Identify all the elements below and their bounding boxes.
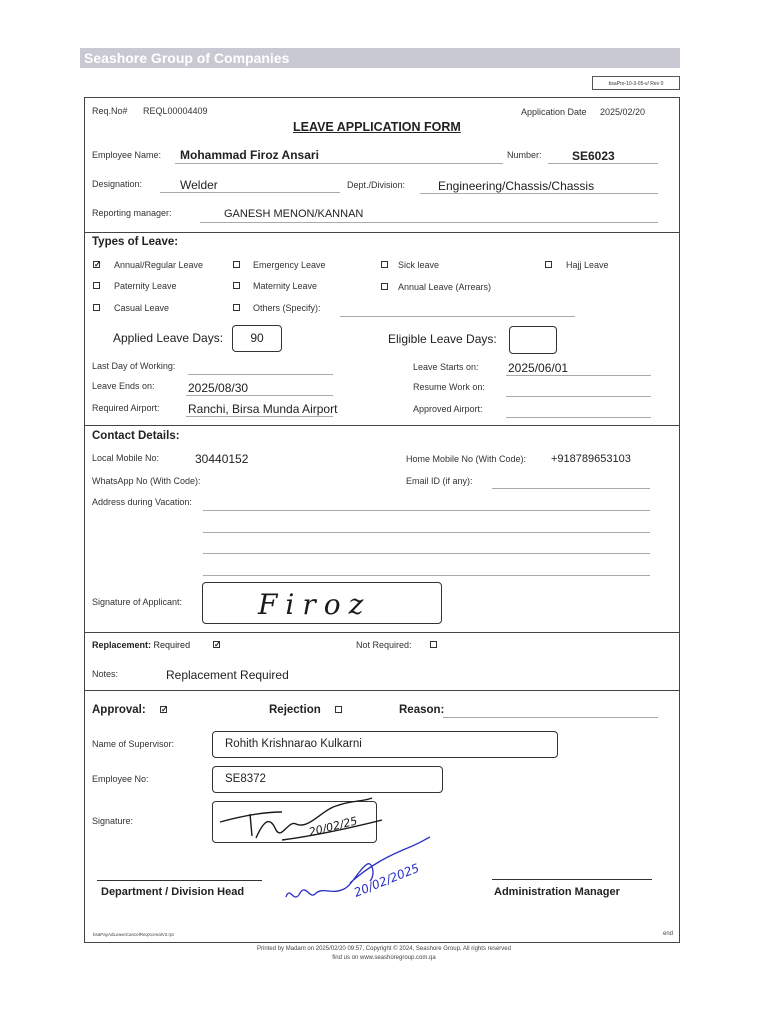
replacement-title: Replacement: [92, 640, 152, 650]
leave-ends-value: 2025/08/30 [188, 381, 249, 395]
number-value: SE6023 [572, 149, 615, 163]
manager-line [200, 222, 658, 223]
supervisor-label: Name of Supervisor: [92, 739, 175, 749]
blue-signature-date: 20/02/2025 [351, 860, 422, 900]
supervisor-signature-label: Signature: [92, 816, 134, 826]
dept-head-line [97, 880, 262, 881]
employee-no-label: Employee No: [92, 774, 149, 784]
admin-manager-line [492, 879, 652, 880]
dept-line [420, 193, 658, 194]
application-date-label: Application Date [521, 107, 587, 117]
req-label: Req.No# [92, 106, 128, 116]
dept-label: Dept./Division: [347, 180, 406, 190]
blue-signature [280, 835, 440, 915]
employee-name-value: Mohammad Firoz Ansari [180, 148, 319, 162]
req-value: REQL00004409 [143, 106, 208, 116]
divider-leave [84, 425, 680, 426]
annual-leave-label: Annual/Regular Leave [114, 260, 204, 270]
home-mobile-value: +918789653103 [551, 453, 631, 465]
employee-name-label: Employee Name: [92, 150, 162, 160]
arrears-leave-checkbox[interactable] [381, 283, 388, 290]
replacement-required-checkbox[interactable]: ✓ [214, 640, 221, 649]
replacement-label [92, 640, 190, 650]
others-leave-checkbox[interactable] [233, 304, 240, 311]
applicant-signature [203, 583, 443, 625]
sick-leave-label: Sick leave [398, 260, 440, 270]
form-code: bsaPro-10-3-05-v/ Rev 0 [592, 76, 680, 90]
resume-work-line [506, 396, 651, 397]
leave-starts-value: 2025/06/01 [508, 361, 569, 375]
number-line [548, 163, 658, 164]
address-line-3 [203, 553, 650, 554]
approved-airport-line [506, 417, 651, 418]
applicant-signature-box[interactable] [202, 582, 442, 624]
address-line-4 [203, 575, 650, 576]
contact-details-heading: Contact Details: [92, 430, 180, 442]
emergency-leave-label: Emergency Leave [253, 260, 326, 270]
email-label: Email ID (if any): [406, 476, 473, 486]
replacement-required-label: Required [153, 640, 191, 650]
home-mobile-label: Home Mobile No (With Code): [406, 454, 527, 464]
divider-contact [84, 632, 680, 633]
leave-ends-line [186, 395, 333, 396]
hajj-leave-label: Hajj Leave [566, 260, 609, 270]
printed-line: Printed by Madam on 2025/02/20 09:57, Copyright © 2024, Seashore Group, All rights reserved [257, 946, 511, 952]
file-reference: bsaPayAdLeaveCancelReqXcenalV2.rpt [93, 932, 174, 937]
manager-value: GANESH MENON/KANNAN [224, 208, 364, 220]
applicant-signature-text: Firoz [258, 588, 372, 621]
number-label: Number: [507, 150, 542, 160]
not-required-checkbox[interactable] [430, 641, 437, 648]
divider-replacement [84, 690, 680, 691]
paternity-leave-checkbox[interactable] [93, 282, 100, 289]
local-mobile-value: 30440152 [195, 452, 249, 466]
designation-label: Designation: [92, 179, 143, 189]
dept-value: Engineering/Chassis/Chassis [438, 179, 595, 193]
rejection-checkbox[interactable] [335, 706, 342, 713]
supervisor-signature-date: 20/02/25 [307, 814, 359, 839]
airport-label: Required Airport: [92, 403, 160, 413]
employee-no-value[interactable]: SE8372 [212, 766, 443, 793]
arrears-leave-label: Annual Leave (Arrears) [398, 282, 492, 292]
applicant-signature-label: Signature of Applicant: [92, 597, 183, 607]
manager-label: Reporting manager: [92, 208, 172, 218]
divider-employee [84, 232, 680, 233]
paternity-leave-label: Paternity Leave [114, 281, 177, 291]
last-day-line [188, 374, 333, 375]
reason-line [443, 717, 658, 718]
leave-starts-line [506, 375, 651, 376]
hajj-leave-checkbox[interactable] [545, 261, 552, 268]
leave-ends-label: Leave Ends on: [92, 381, 155, 391]
annual-leave-checkbox[interactable]: ✓ [94, 260, 101, 269]
leave-starts-label: Leave Starts on: [413, 362, 479, 372]
airport-line [186, 416, 333, 417]
casual-leave-checkbox[interactable] [93, 304, 100, 311]
form-title: LEAVE APPLICATION FORM [293, 120, 461, 134]
airport-value: Ranchi, Birsa Munda Airport [188, 402, 338, 416]
approval-checkbox[interactable]: ✓ [161, 705, 168, 714]
rejection-label: Rejection [269, 704, 321, 716]
whatsapp-label: WhatsApp No (With Code): [92, 476, 201, 486]
address-label: Address during Vacation: [92, 497, 192, 507]
not-required-label: Not Required: [356, 640, 412, 650]
application-date-value: 2025/02/20 [600, 107, 646, 117]
website-line: find us on www.seashoregroup.com.qa [332, 955, 436, 961]
casual-leave-label: Casual Leave [114, 303, 170, 313]
designation-line [160, 192, 340, 193]
others-leave-label: Others (Specify): [253, 303, 321, 313]
maternity-leave-label: Maternity Leave [253, 281, 318, 291]
eligible-days-value[interactable] [509, 326, 557, 354]
approved-airport-label: Approved Airport: [413, 404, 483, 414]
local-mobile-label: Local Mobile No: [92, 453, 160, 463]
sick-leave-checkbox[interactable] [381, 261, 388, 268]
email-line [492, 488, 650, 489]
applied-days-value[interactable]: 90 [232, 325, 282, 352]
last-day-label: Last Day of Working: [92, 361, 176, 371]
company-banner: Seashore Group of Companies [80, 48, 680, 68]
end-mark: end [663, 931, 674, 937]
others-specify-line [340, 316, 575, 317]
address-line-1 [203, 510, 650, 511]
notes-value: Replacement Required [166, 668, 289, 682]
resume-work-label: Resume Work on: [413, 382, 485, 392]
types-of-leave-heading: Types of Leave: [92, 236, 179, 248]
reason-label: Reason: [399, 704, 445, 716]
maternity-leave-checkbox[interactable] [233, 282, 240, 289]
notes-label: Notes: [92, 669, 119, 679]
dept-head-label: Department / Division Head [101, 886, 245, 898]
admin-manager-label: Administration Manager [494, 886, 620, 898]
designation-value: Welder [180, 178, 218, 192]
supervisor-value[interactable]: Rohith Krishnarao Kulkarni [212, 731, 558, 758]
approval-label: Approval: [92, 704, 146, 716]
applied-days-label: Applied Leave Days: [113, 331, 224, 345]
address-line-2 [203, 532, 650, 533]
emergency-leave-checkbox[interactable] [233, 261, 240, 268]
eligible-days-label: Eligible Leave Days: [388, 332, 497, 346]
employee-name-line [175, 163, 503, 164]
